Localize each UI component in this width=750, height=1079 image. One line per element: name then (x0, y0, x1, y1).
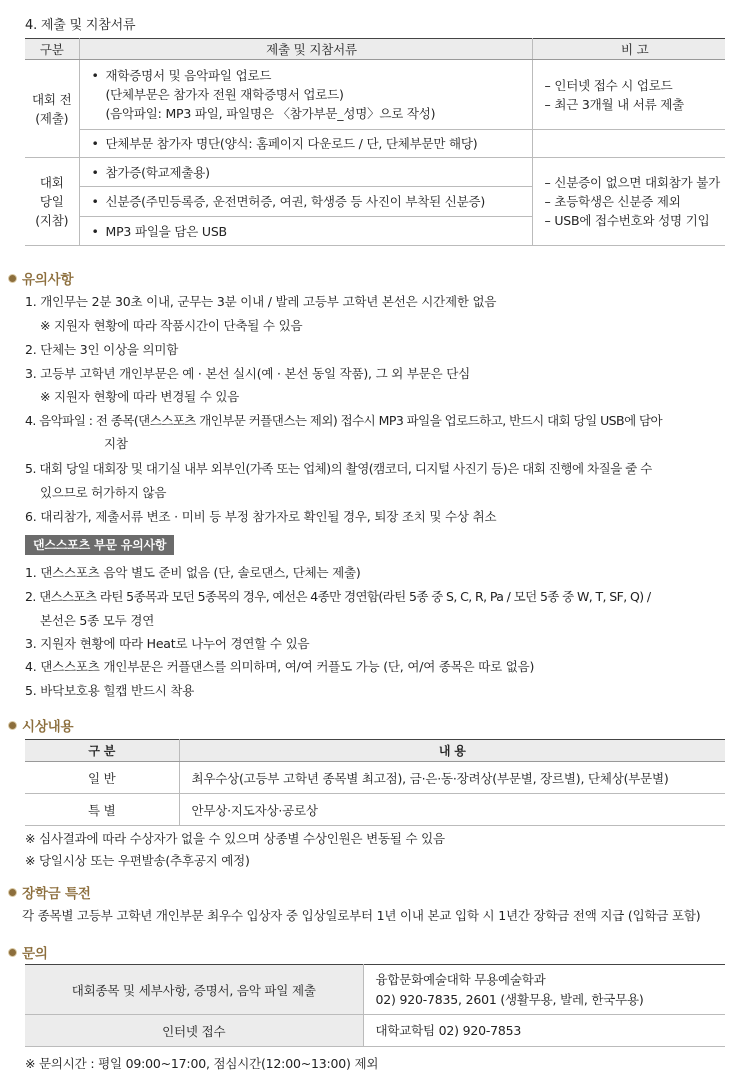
table-row: 인터넷 접수 대학교학팀 02) 920-7853 (25, 1015, 725, 1047)
note-line: 2. 단체는 3인 이상을 의미함 (25, 342, 179, 357)
note-line: ※ 지원자 현황에 따라 변경될 수 있음 (40, 389, 240, 404)
note-line: 3. 지원자 현황에 따라 Heat로 나누어 경연할 수 있음 (25, 636, 310, 651)
note-line: 지참 (104, 436, 128, 451)
row-label: 대회 당일 (지참) (25, 158, 79, 246)
note-line: 4. 음악파일 : 전 종목(댄스스포츠 개인부문 커플댄스는 제외) 접수시 MP3 파일을 업로드하고, 반드시 대회 당일 USB에 담아 (25, 413, 663, 428)
footnote: ※ 문의시간 : 평일 09:00~17:00, 점심시간(12:00~13:00) 제외 (25, 1056, 379, 1071)
note-line: ※ 지원자 현황에 따라 작품시간이 단축될 수 있음 (40, 318, 303, 333)
doc-cell: • 재학증명서 및 음악파일 업로드 (단체부문은 참가자 전원 재학증명서 업로드) (음악파일: MP3 파일, 파일명은 〈참가부문_성명〉으로 작성) (79, 60, 532, 130)
bullet-dot-icon (8, 721, 17, 730)
note-line: 4. 댄스스포츠 개인부문은 커플댄스를 의미하며, 여/여 커플도 가능 (단, 여/여 종목은 따로 없음) (25, 659, 535, 674)
note-cell: – 인터넷 접수 시 업로드 – 최근 3개월 내 서류 제출 (532, 60, 725, 130)
col-header: 비 고 (532, 39, 725, 60)
note-line: 5. 바닥보호용 힐캡 반드시 착용 (25, 683, 195, 698)
col-header: 구 분 (25, 740, 179, 762)
documents-table (25, 38, 725, 246)
scholarship-heading: 장학금 특전 (8, 882, 91, 902)
inquiry-heading: 문의 (8, 942, 48, 962)
section-title: 4. 제출 및 지참서류 (25, 18, 136, 33)
row-label: 대회 전 (제출) (25, 60, 79, 158)
note-line: 2. 댄스스포츠 라틴 5종목과 모던 5종목의 경우, 예선은 4종만 경연함(라틴 5종 중 S, C, R, Pa / 모던 5종 중 W, T, SF, Q) / (25, 589, 651, 604)
doc-cell: • 단체부문 참가자 명단(양식: 홈페이지 다운로드 / 단, 단체부문만 해당) (79, 130, 532, 158)
table-row: 일 반 최우수상(고등부 고학년 종목별 최고점), 금·은·동·장려상(부문별, 장르별), 단체상(부문별) (25, 762, 725, 794)
note-line: 본선은 5종 모두 경연 (40, 613, 155, 628)
doc-cell: • 참가증(학교제출용) (79, 158, 532, 187)
note-line: 5. 대회 당일 대회장 및 대기실 내부 외부인(가족 또는 업체)의 촬영(캠코더, 디지털 사진기 등)은 대회 진행에 차질을 줄 수 (25, 461, 652, 476)
bullet-dot-icon (8, 888, 17, 897)
footnote: ※ 심사결과에 따라 수상자가 없을 수 있으며 상종별 수상인원은 변동될 수 있음 (25, 831, 445, 846)
note-line: 1. 댄스스포츠 음악 별도 준비 없음 (단, 솔로댄스, 단체는 제출) (25, 565, 361, 580)
doc-cell: • MP3 파일을 담은 USB (79, 217, 532, 246)
inquiry-table (25, 964, 725, 1047)
note-cell: – 신분증이 없으면 대회참가 불가 – 초등학생은 신분증 제외 – USB에 접수번호와 성명 기입 (532, 158, 725, 246)
col-header: 제출 및 지참서류 (79, 39, 532, 60)
bullet-dot-icon (8, 274, 17, 283)
note-line: 있으므로 허가하지 않음 (40, 485, 167, 500)
col-header: 구분 (25, 39, 79, 60)
note-line: 6. 대리참가, 제출서류 변조 · 미비 등 부정 참가자로 확인될 경우, 퇴장 조치 및 수상 취소 (25, 509, 497, 524)
doc-cell: • 신분증(주민등록증, 운전면허증, 여권, 학생증 등 사진이 부착된 신분증) (79, 187, 532, 217)
dance-notes-badge: 댄스스포츠 부문 유의사항 (25, 535, 174, 555)
col-header: 내 용 (179, 740, 725, 762)
scholarship-text: 각 종목별 고등부 고학년 개인부문 최우수 입상자 중 입상일로부터 1년 이내 본교 입학 시 1년간 장학금 전액 지급 (입학금 포함) (22, 908, 701, 923)
table-row: 대회종목 및 세부사항, 증명서, 음악 파일 제출 융합문화예술대학 무용예술학과 02) 920-7835, 2601 (생활무용, 발레, 한국무용) (25, 965, 725, 1015)
table-row: 특 별 안무상·지도자상·공로상 (25, 794, 725, 826)
note-line: 1. 개인무는 2분 30초 이내, 군무는 3분 이내 / 발레 고등부 고학년 본선은 시간제한 없음 (25, 294, 497, 309)
notes-heading: 유의사항 (8, 268, 73, 288)
note-line: 3. 고등부 고학년 개인부문은 예 · 본선 실시(예 · 본선 동일 작품), 그 외 부문은 단심 (25, 366, 471, 381)
awards-table (25, 739, 725, 826)
bullet-dot-icon (8, 948, 17, 957)
footnote: ※ 당일시상 또는 우편발송(추후공지 예정) (25, 853, 250, 868)
awards-heading: 시상내용 (8, 715, 73, 735)
